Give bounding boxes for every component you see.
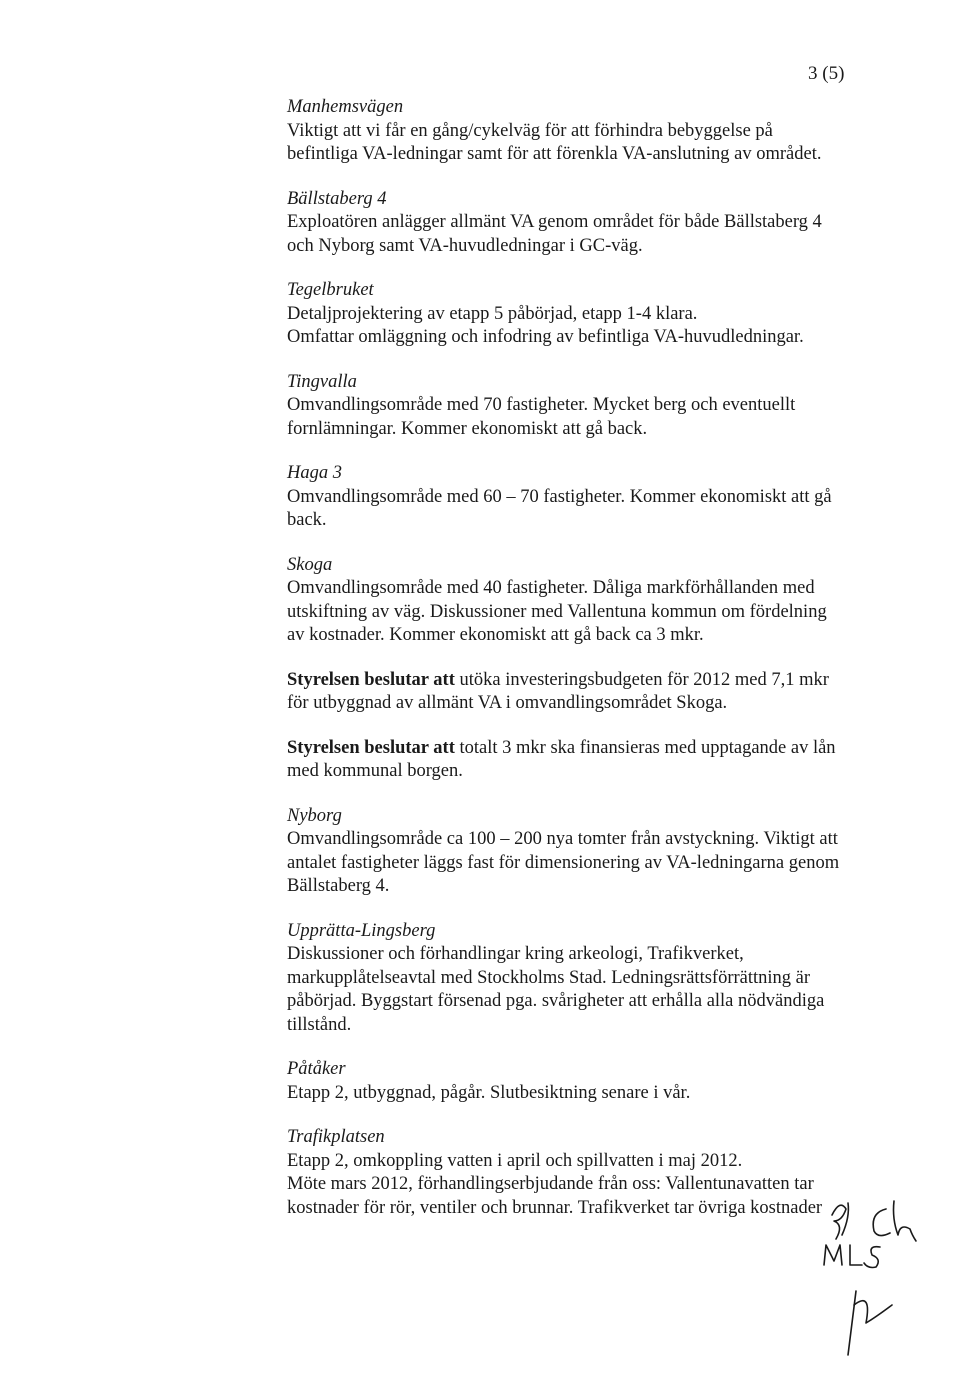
section-title: Tegelbruket [287,280,374,300]
section-title: Påtåker [287,1059,346,1079]
section-text-line: Möte mars 2012, förhandlingserbjudande från oss: Vallentunavatten tar [287,1174,814,1194]
section-text-line: markupplåtelseavtal med Stockholms Stad. Ledningsrättsförrättning är [287,967,811,988]
section-title: Manhemsvägen [287,97,404,117]
section-text-line: befintliga VA-ledningar samt för att förenkla VA-anslutning av området. [287,144,822,164]
section-text-line: Omvandlingsområde med 70 fastigheter. Mycket berg och eventuellt [287,395,796,415]
section-ballstaberg-4 [287,188,867,259]
decision-paragraph [287,669,867,716]
section-text-line: Bällstaberg 4. [287,876,390,896]
section-text-line: kostnader för rör, ventiler och brunnar. Trafikverket tar övriga kostnader [287,1197,823,1218]
section-text-line: och Nyborg samt VA-huvudledningar i GC-väg. [287,235,643,256]
section-title: Trafikplatsen [287,1127,385,1147]
section-title: Tingvalla [287,371,357,392]
section-text-line: Omvandlingsområde med 40 fastigheter. Dåliga markförhållanden med [287,578,815,598]
page-number: 3 (5) [808,63,845,84]
section-text-line: Etapp 2, utbyggnad, pågår. Slutbesiktning senare i vår. [287,1082,691,1103]
section-text-line: Omfattar omläggning och infodring av befintliga VA-huvudledningar. [287,327,804,347]
section-manhemsvagen [287,96,867,167]
section-text-line: Exploatören anlägger allmänt VA genom området för både Bällstaberg 4 [287,212,822,232]
decision-line [287,669,867,693]
document-body [287,96,867,1241]
handwritten-initials [820,1195,940,1370]
section-title: Haga 3 [287,463,342,483]
section-tingvalla [287,371,867,442]
section-pataker [287,1058,867,1105]
section-tegelbruket [287,279,867,350]
sections-group-a [287,96,867,648]
section-title: Bällstaberg 4 [287,188,387,209]
section-title: Skoga [287,554,333,575]
section-text-line: Viktigt att vi får en gång/cykelväg för att förhindra bebyggelse på [287,120,773,141]
decision-paragraph [287,737,867,784]
section-text-line: back. [287,510,327,530]
section-text-line: Omvandlingsområde med 60 – 70 fastigheter. Kommer ekonomiskt att gå [287,486,832,507]
decision-text: totalt 3 mkr ska finansieras med upptagande av lån [454,737,836,758]
section-text-line: Etapp 2, omkoppling vatten i april och spillvatten i maj 2012. [287,1150,743,1171]
section-nyborg [287,805,867,899]
decision-line: med kommunal borgen. [287,761,463,781]
section-haga-3 [287,462,867,533]
decision-line [287,737,867,761]
decision-lead: Styrelsen beslutar att [287,669,455,690]
section-text-line: antalet fastigheter läggs fast för dimensionering av VA-ledningarna genom [287,852,840,873]
decision-lead: Styrelsen beslutar att [287,737,455,758]
section-trafikplatsen [287,1126,867,1220]
section-text-line: påbörjad. Byggstart försenad pga. svårigheter att erhålla alla nödvändiga [287,991,825,1011]
section-text-line: tillstånd. [287,1014,352,1035]
decision-line: för utbyggnad av allmänt VA i omvandlingsområdet Skoga. [287,693,728,713]
section-text-line: av kostnader. Kommer ekonomiskt att gå back ca 3 mkr. [287,625,704,645]
section-text-line: utskiftning av väg. Diskussioner med Vallentuna kommun om fördelning [287,601,827,622]
decision-text: utöka investeringsbudgeten för 2012 med 7,1 mkr [454,669,829,690]
section-text-line: Detaljprojektering av etapp 5 påbörjad, etapp 1-4 klara. [287,303,698,324]
signature-initials-drawing [820,1195,940,1370]
section-skoga [287,554,867,648]
section-title: Nyborg [287,805,342,826]
section-text-line: Diskussioner och förhandlingar kring arkeologi, Trafikverket, [287,944,744,964]
section-text-line: Omvandlingsområde ca 100 – 200 nya tomter från avstyckning. Viktigt att [287,829,838,849]
section-title: Upprätta-Lingsberg [287,920,436,941]
decisions-group [287,669,867,784]
section-uppratta-lingsberg [287,920,867,1038]
sections-group-b [287,805,867,1221]
section-text-line: fornlämningar. Kommer ekonomiskt att gå back. [287,418,648,439]
